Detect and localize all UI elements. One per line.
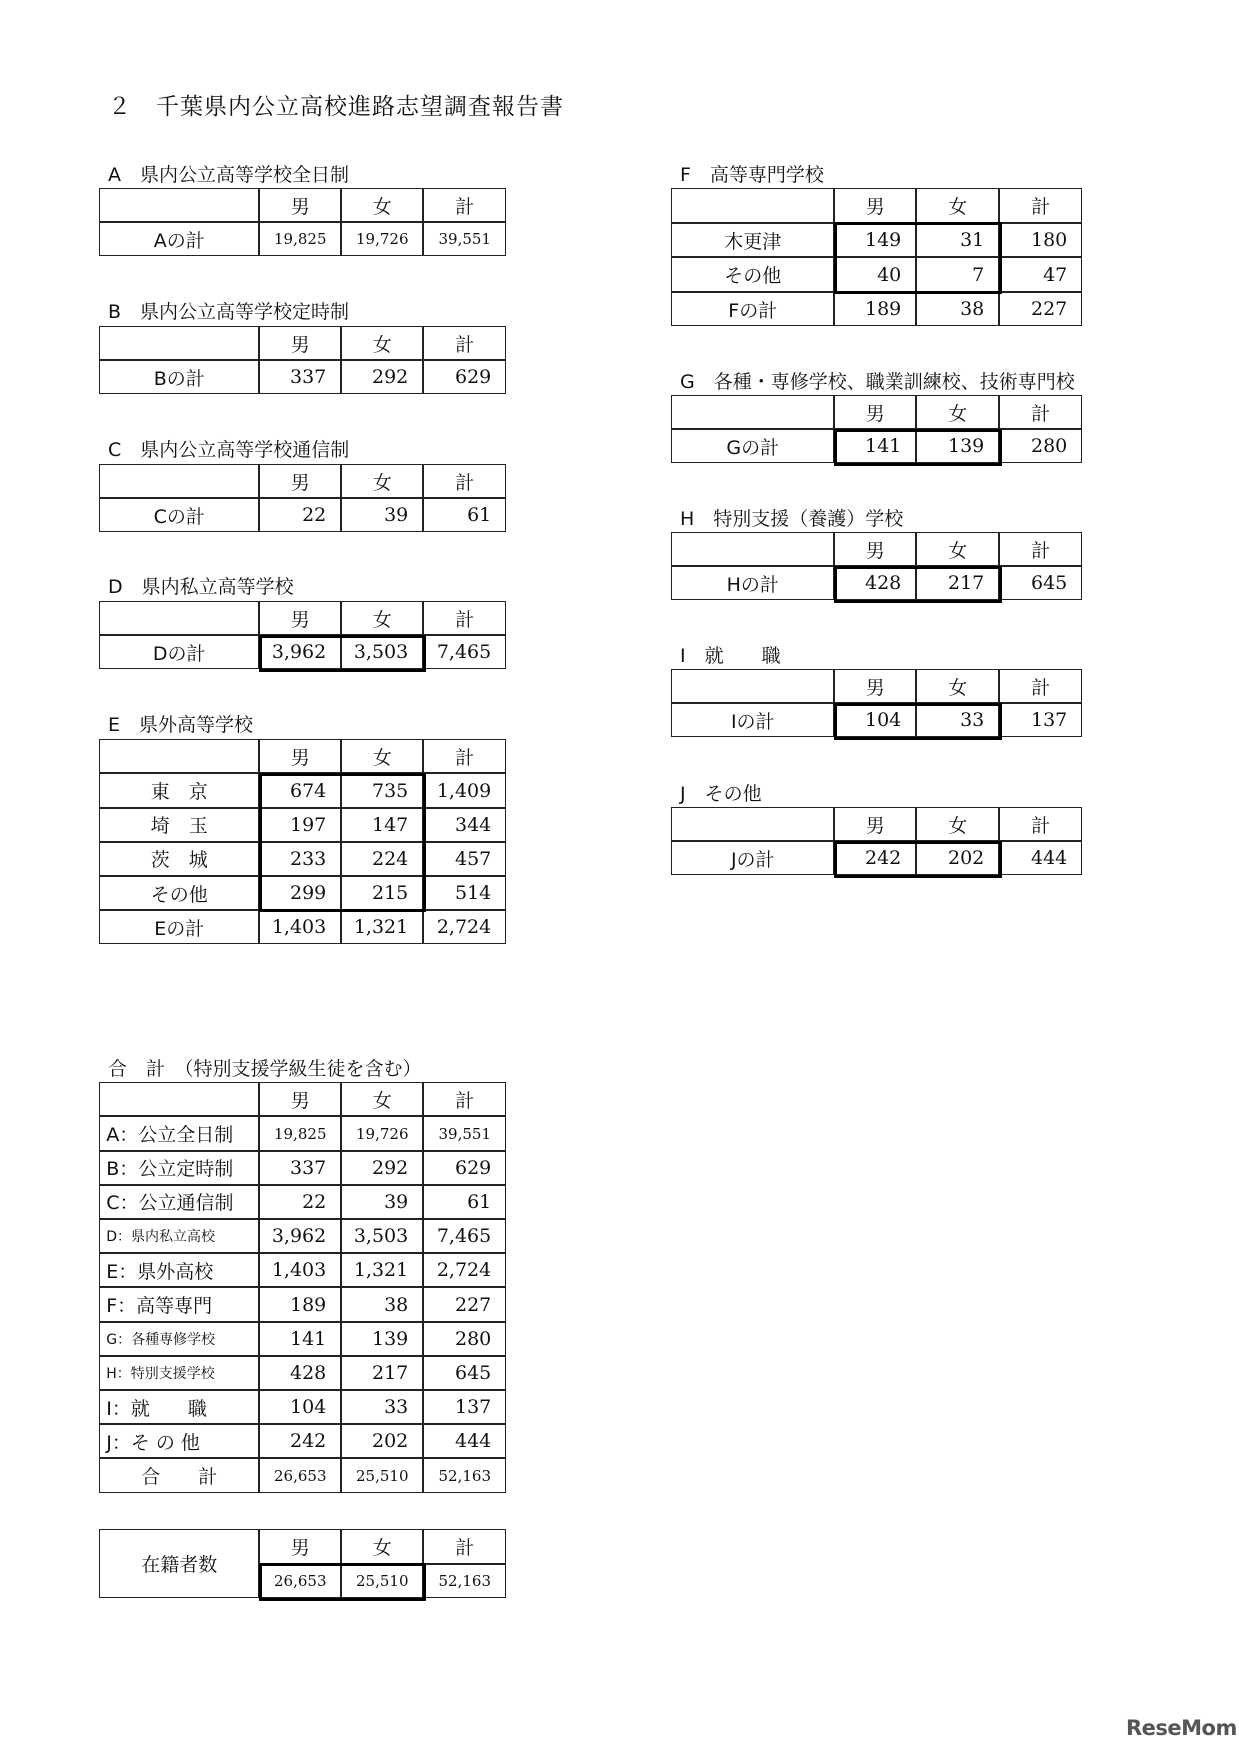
total-value: 227 bbox=[999, 292, 1082, 327]
row-label: Aの計 bbox=[99, 222, 259, 256]
total-value: 2,724 bbox=[423, 910, 506, 944]
male-value: 299 bbox=[259, 876, 341, 910]
female-value: 292 bbox=[341, 360, 423, 394]
total-value: 280 bbox=[423, 1322, 506, 1356]
total-value: 137 bbox=[999, 703, 1082, 737]
male-value: 40 bbox=[834, 257, 916, 292]
male-value: 197 bbox=[259, 808, 341, 842]
row-label: その他 bbox=[99, 876, 259, 910]
male-value: 141 bbox=[259, 1322, 341, 1356]
female-value: 25,510 bbox=[341, 1564, 423, 1599]
row-label: Dの計 bbox=[99, 635, 259, 669]
male-value: 674 bbox=[259, 773, 341, 807]
row-label: C：公立通信制 bbox=[99, 1185, 259, 1219]
row-label: その他 bbox=[671, 257, 834, 292]
column-header: 女 bbox=[341, 464, 423, 498]
column-header: 女 bbox=[341, 188, 423, 222]
table-heading-a: A 県内公立高等学校全日制 bbox=[108, 164, 349, 186]
female-value: 1,321 bbox=[341, 1253, 423, 1287]
row-label: H：特別支援学校 bbox=[99, 1356, 259, 1390]
female-value: 202 bbox=[916, 841, 999, 875]
total-value: 645 bbox=[423, 1356, 506, 1390]
column-header: 計 bbox=[999, 669, 1082, 703]
male-value: 337 bbox=[259, 1151, 341, 1185]
male-value: 104 bbox=[834, 703, 916, 737]
column-header: 女 bbox=[341, 739, 423, 773]
total-value: 629 bbox=[423, 1151, 506, 1185]
column-header: 計 bbox=[423, 1529, 506, 1564]
row-label: Iの計 bbox=[671, 703, 834, 737]
column-header: 計 bbox=[999, 532, 1082, 566]
row-label: Eの計 bbox=[99, 910, 259, 944]
column-header: 女 bbox=[916, 395, 999, 429]
column-header: 計 bbox=[423, 188, 506, 222]
table-heading-g: G 各種・専修学校、職業訓練校、技術専門校 bbox=[680, 371, 1075, 393]
header-blank bbox=[671, 669, 834, 703]
male-value: 189 bbox=[259, 1287, 341, 1321]
column-header: 女 bbox=[341, 601, 423, 635]
total-value: 52,163 bbox=[423, 1564, 506, 1599]
row-label: B：公立定時制 bbox=[99, 1151, 259, 1185]
male-value: 242 bbox=[834, 841, 916, 875]
female-value: 215 bbox=[341, 876, 423, 910]
female-value: 139 bbox=[916, 429, 999, 463]
table-heading-c: C 県内公立高等学校通信制 bbox=[108, 439, 350, 461]
female-value: 3,503 bbox=[341, 1219, 423, 1253]
total-value: 344 bbox=[423, 808, 506, 842]
column-header: 計 bbox=[423, 1082, 506, 1116]
total-value: 457 bbox=[423, 842, 506, 876]
column-header: 女 bbox=[916, 532, 999, 566]
header-blank bbox=[99, 739, 259, 773]
total-value: 2,724 bbox=[423, 1253, 506, 1287]
row-label: A：公立全日制 bbox=[99, 1116, 259, 1150]
column-header: 男 bbox=[834, 395, 916, 429]
male-value: 19,825 bbox=[259, 1116, 341, 1150]
page-title: ２ 千葉県内公立高校進路志望調査報告書 bbox=[108, 94, 564, 120]
column-header: 女 bbox=[341, 326, 423, 360]
row-label: Cの計 bbox=[99, 498, 259, 532]
total-value: 39,551 bbox=[423, 222, 506, 256]
header-blank bbox=[99, 326, 259, 360]
column-header: 男 bbox=[259, 1082, 341, 1116]
row-label: J：そ の 他 bbox=[99, 1424, 259, 1458]
column-header: 男 bbox=[834, 669, 916, 703]
resemom-logo: ReseMom bbox=[1126, 1716, 1237, 1740]
male-value: 189 bbox=[834, 292, 916, 327]
female-value: 19,726 bbox=[341, 222, 423, 256]
female-value: 25,510 bbox=[341, 1458, 423, 1492]
table-heading-e: E 県外高等学校 bbox=[108, 714, 254, 736]
female-value: 38 bbox=[341, 1287, 423, 1321]
row-label: Jの計 bbox=[671, 841, 834, 875]
header-blank bbox=[99, 464, 259, 498]
column-header: 男 bbox=[834, 807, 916, 841]
female-value: 147 bbox=[341, 808, 423, 842]
male-value: 1,403 bbox=[259, 910, 341, 944]
total-value: 227 bbox=[423, 1287, 506, 1321]
column-header: 女 bbox=[916, 669, 999, 703]
female-value: 39 bbox=[341, 1185, 423, 1219]
male-value: 3,962 bbox=[259, 1219, 341, 1253]
total-value: 7,465 bbox=[423, 635, 506, 669]
female-value: 217 bbox=[916, 566, 999, 600]
female-value: 33 bbox=[916, 703, 999, 737]
row-label: E：県外高校 bbox=[99, 1253, 259, 1287]
total-value: 180 bbox=[999, 223, 1082, 258]
row-label: 埼 玉 bbox=[99, 808, 259, 842]
row-label: F：高等専門 bbox=[99, 1287, 259, 1321]
male-value: 149 bbox=[834, 223, 916, 258]
female-value: 1,321 bbox=[341, 910, 423, 944]
column-header: 計 bbox=[423, 601, 506, 635]
header-blank bbox=[671, 807, 834, 841]
total-value: 47 bbox=[999, 257, 1082, 292]
female-value: 3,503 bbox=[341, 635, 423, 669]
total-value: 61 bbox=[423, 498, 506, 532]
header-blank bbox=[671, 188, 834, 223]
female-value: 33 bbox=[341, 1390, 423, 1424]
column-header: 男 bbox=[259, 1529, 341, 1564]
total-value: 444 bbox=[999, 841, 1082, 875]
column-header: 計 bbox=[423, 326, 506, 360]
female-value: 217 bbox=[341, 1356, 423, 1390]
column-header: 計 bbox=[999, 395, 1082, 429]
total-value: 52,163 bbox=[423, 1458, 506, 1492]
row-label: Gの計 bbox=[671, 429, 834, 463]
header-blank bbox=[671, 532, 834, 566]
column-header: 男 bbox=[834, 532, 916, 566]
female-value: 139 bbox=[341, 1322, 423, 1356]
column-header: 男 bbox=[259, 326, 341, 360]
row-label: Fの計 bbox=[671, 292, 834, 327]
header-blank bbox=[99, 1082, 259, 1116]
male-value: 1,403 bbox=[259, 1253, 341, 1287]
row-label: 在籍者数 bbox=[99, 1529, 259, 1598]
column-header: 男 bbox=[259, 601, 341, 635]
column-header: 男 bbox=[259, 464, 341, 498]
total-value: 629 bbox=[423, 360, 506, 394]
male-value: 26,653 bbox=[259, 1458, 341, 1492]
column-header: 計 bbox=[423, 739, 506, 773]
row-label: Bの計 bbox=[99, 360, 259, 394]
column-header: 男 bbox=[259, 188, 341, 222]
male-value: 242 bbox=[259, 1424, 341, 1458]
row-label: 合 計 bbox=[99, 1458, 259, 1492]
female-value: 39 bbox=[341, 498, 423, 532]
row-label: 茨 城 bbox=[99, 842, 259, 876]
column-header: 計 bbox=[423, 464, 506, 498]
male-value: 141 bbox=[834, 429, 916, 463]
column-header: 計 bbox=[999, 188, 1082, 223]
row-label: 木更津 bbox=[671, 223, 834, 258]
total-value: 514 bbox=[423, 876, 506, 910]
female-value: 7 bbox=[916, 257, 999, 292]
female-value: 19,726 bbox=[341, 1116, 423, 1150]
total-value: 280 bbox=[999, 429, 1082, 463]
column-header: 女 bbox=[341, 1082, 423, 1116]
column-header: 女 bbox=[916, 807, 999, 841]
table-heading-f: F 高等専門学校 bbox=[680, 164, 824, 186]
table-heading-d: D 県内私立高等学校 bbox=[108, 576, 294, 598]
total-value: 39,551 bbox=[423, 1116, 506, 1150]
male-value: 22 bbox=[259, 1185, 341, 1219]
female-value: 224 bbox=[341, 842, 423, 876]
male-value: 22 bbox=[259, 498, 341, 532]
table-heading-t: 合 計 （特別支援学級生徒を含む） bbox=[108, 1058, 422, 1080]
table-heading-h: H 特別支援（養護）学校 bbox=[680, 508, 904, 530]
female-value: 735 bbox=[341, 773, 423, 807]
female-value: 38 bbox=[916, 292, 999, 327]
total-value: 61 bbox=[423, 1185, 506, 1219]
table-heading-b: B 県内公立高等学校定時制 bbox=[108, 301, 350, 323]
row-label: Hの計 bbox=[671, 566, 834, 600]
male-value: 428 bbox=[259, 1356, 341, 1390]
column-header: 男 bbox=[259, 739, 341, 773]
column-header: 計 bbox=[999, 807, 1082, 841]
total-value: 444 bbox=[423, 1424, 506, 1458]
female-value: 202 bbox=[341, 1424, 423, 1458]
male-value: 428 bbox=[834, 566, 916, 600]
female-value: 292 bbox=[341, 1151, 423, 1185]
column-header: 男 bbox=[834, 188, 916, 223]
male-value: 26,653 bbox=[259, 1564, 341, 1599]
total-value: 137 bbox=[423, 1390, 506, 1424]
row-label: 東 京 bbox=[99, 773, 259, 807]
header-blank bbox=[671, 395, 834, 429]
table-heading-j: J その他 bbox=[680, 783, 762, 805]
column-header: 女 bbox=[341, 1529, 423, 1564]
row-label: D：県内私立高校 bbox=[99, 1219, 259, 1253]
male-value: 337 bbox=[259, 360, 341, 394]
total-value: 7,465 bbox=[423, 1219, 506, 1253]
male-value: 19,825 bbox=[259, 222, 341, 256]
column-header: 女 bbox=[916, 188, 999, 223]
row-label: G：各種専修学校 bbox=[99, 1322, 259, 1356]
male-value: 233 bbox=[259, 842, 341, 876]
female-value: 31 bbox=[916, 223, 999, 258]
total-value: 1,409 bbox=[423, 773, 506, 807]
male-value: 104 bbox=[259, 1390, 341, 1424]
male-value: 3,962 bbox=[259, 635, 341, 669]
header-blank bbox=[99, 601, 259, 635]
table-heading-i: I 就 職 bbox=[680, 645, 781, 667]
total-value: 645 bbox=[999, 566, 1082, 600]
row-label: I：就 職 bbox=[99, 1390, 259, 1424]
header-blank bbox=[99, 188, 259, 222]
